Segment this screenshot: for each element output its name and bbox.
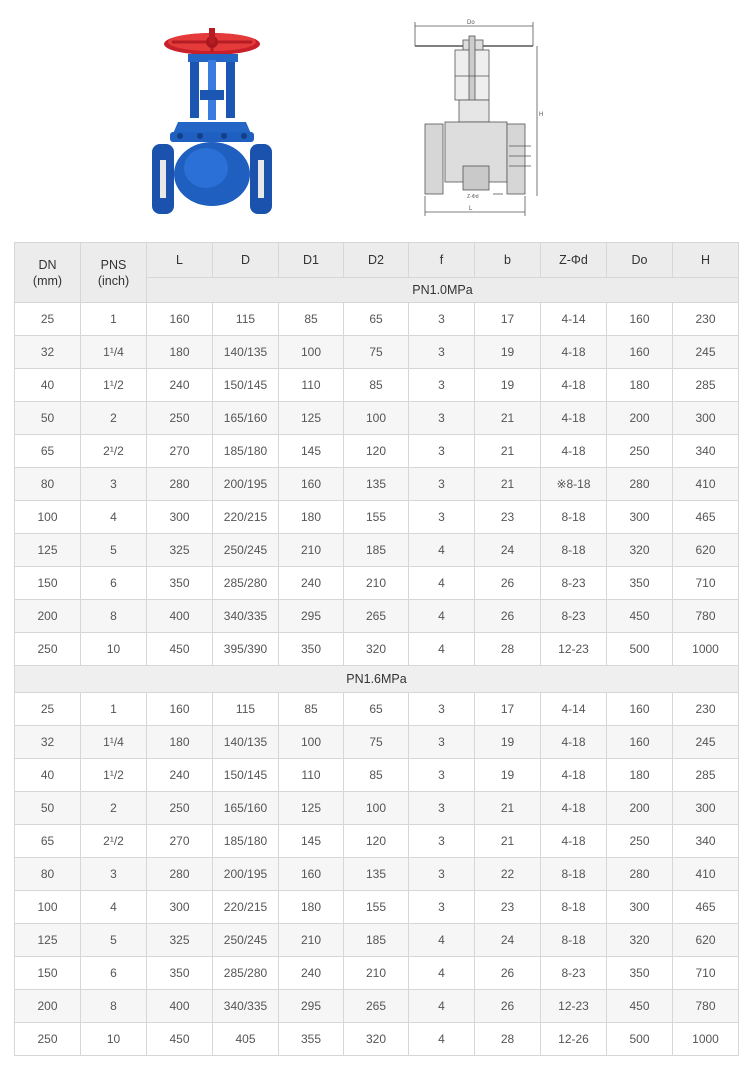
table-cell: ※8-18: [541, 468, 607, 501]
table-cell: 24: [475, 534, 541, 567]
table-cell: 3: [409, 402, 475, 435]
table-cell: 150/145: [213, 759, 279, 792]
table-cell: 280: [147, 858, 213, 891]
table-cell: 155: [344, 891, 409, 924]
table-cell: 100: [279, 336, 344, 369]
table-cell: 465: [673, 501, 739, 534]
table-cell: 80: [15, 858, 81, 891]
table-cell: 350: [607, 567, 673, 600]
table-cell: 4-18: [541, 726, 607, 759]
table-cell: 24: [475, 924, 541, 957]
table-cell: 135: [344, 468, 409, 501]
table-cell: 160: [279, 858, 344, 891]
table-row: [15, 336, 739, 369]
table-cell: 8-23: [541, 957, 607, 990]
table-cell: 17: [475, 303, 541, 336]
table-cell: 80: [15, 468, 81, 501]
table-cell: 270: [147, 825, 213, 858]
table-cell: 450: [607, 990, 673, 1023]
table-cell: 120: [344, 825, 409, 858]
table-cell: 3: [409, 726, 475, 759]
table-cell: 32: [15, 726, 81, 759]
table-cell: 40: [15, 369, 81, 402]
table-cell: 65: [15, 435, 81, 468]
table-cell: 160: [147, 303, 213, 336]
table-cell: 210: [344, 567, 409, 600]
table-cell: 6: [81, 957, 147, 990]
table-cell: 180: [607, 369, 673, 402]
product-illustrations: [0, 0, 750, 240]
table-cell: 85: [279, 693, 344, 726]
table-cell: 3: [409, 825, 475, 858]
header-pns: [81, 243, 147, 303]
table-cell: 245: [673, 336, 739, 369]
header-pns-label: PNS: [100, 257, 127, 272]
table-cell: 230: [673, 693, 739, 726]
table-cell: 2¹/2: [81, 825, 147, 858]
table-body: [15, 303, 739, 1056]
table-row: [15, 468, 739, 501]
table-cell: 19: [475, 726, 541, 759]
table-cell: 19: [475, 759, 541, 792]
table-cell: 160: [607, 336, 673, 369]
table-cell: 5: [81, 534, 147, 567]
table-cell: 620: [673, 534, 739, 567]
table-cell: 325: [147, 924, 213, 957]
table-cell: 2: [81, 402, 147, 435]
section-row: [15, 666, 739, 693]
specification-table: [14, 242, 739, 1056]
drawing-label-zd: Z-Φd: [467, 194, 479, 200]
table-cell: 200: [15, 990, 81, 1023]
table-cell: 1¹/4: [81, 726, 147, 759]
header-d: D: [213, 243, 279, 278]
table-cell: 180: [147, 726, 213, 759]
table-cell: 300: [673, 792, 739, 825]
table-row: [15, 858, 739, 891]
table-cell: 12-23: [541, 633, 607, 666]
table-cell: 28: [475, 1023, 541, 1056]
table-cell: 1¹/4: [81, 336, 147, 369]
table-cell: 8-18: [541, 501, 607, 534]
table-cell: 185: [344, 924, 409, 957]
table-cell: 100: [279, 726, 344, 759]
table-cell: 8: [81, 990, 147, 1023]
table-cell: 22: [475, 858, 541, 891]
table-cell: 8-18: [541, 891, 607, 924]
header-b: b: [475, 243, 541, 278]
table-cell: 1¹/2: [81, 759, 147, 792]
table-row: [15, 891, 739, 924]
table-cell: 180: [279, 891, 344, 924]
table-cell: 245: [673, 726, 739, 759]
table-row: [15, 633, 739, 666]
table-cell: 125: [279, 402, 344, 435]
table-row: [15, 1023, 739, 1056]
table-cell: 8-23: [541, 600, 607, 633]
table-cell: 1000: [673, 633, 739, 666]
table-cell: 1: [81, 303, 147, 336]
table-cell: 780: [673, 990, 739, 1023]
table-row: [15, 567, 739, 600]
table-row: [15, 402, 739, 435]
table-cell: 265: [344, 990, 409, 1023]
table-row: [15, 693, 739, 726]
table-cell: 8-23: [541, 567, 607, 600]
table-cell: 145: [279, 435, 344, 468]
table-cell: 250/245: [213, 924, 279, 957]
table-cell: 165/160: [213, 792, 279, 825]
table-cell: 3: [409, 336, 475, 369]
table-cell: 4-18: [541, 336, 607, 369]
table-cell: 350: [279, 633, 344, 666]
table-cell: 125: [15, 924, 81, 957]
table-cell: 4: [409, 567, 475, 600]
table-cell: 160: [607, 726, 673, 759]
header-zd: Z-Φd: [541, 243, 607, 278]
table-cell: 8: [81, 600, 147, 633]
table-cell: 100: [15, 891, 81, 924]
table-cell: 2¹/2: [81, 435, 147, 468]
table-cell: 400: [147, 600, 213, 633]
table-cell: 4-18: [541, 792, 607, 825]
drawing-label-do: Do: [467, 20, 475, 26]
table-cell: 500: [607, 633, 673, 666]
table-row: [15, 501, 739, 534]
table-cell: 1: [81, 693, 147, 726]
table-cell: 40: [15, 759, 81, 792]
table-row: [15, 435, 739, 468]
table-cell: 3: [409, 369, 475, 402]
table-cell: 320: [344, 1023, 409, 1056]
table-cell: 710: [673, 567, 739, 600]
header-dn-label: DN: [38, 257, 57, 272]
table-cell: 75: [344, 726, 409, 759]
table-cell: 210: [279, 924, 344, 957]
drawing-label-l: L: [469, 206, 473, 212]
table-cell: 210: [344, 957, 409, 990]
table-cell: 8-18: [541, 534, 607, 567]
table-cell: 3: [409, 792, 475, 825]
table-cell: 250: [15, 1023, 81, 1056]
table-cell: 4: [409, 924, 475, 957]
table-cell: 250: [607, 825, 673, 858]
table-cell: 150/145: [213, 369, 279, 402]
table-cell: 12-23: [541, 990, 607, 1023]
table-cell: 350: [607, 957, 673, 990]
table-cell: 4-18: [541, 825, 607, 858]
header-dn: [15, 243, 81, 303]
table-cell: 4: [409, 1023, 475, 1056]
table-cell: 21: [475, 402, 541, 435]
table-cell: 3: [81, 468, 147, 501]
table-cell: 160: [279, 468, 344, 501]
table-cell: 240: [279, 567, 344, 600]
table-cell: 180: [147, 336, 213, 369]
table-cell: 710: [673, 957, 739, 990]
table-cell: 8-18: [541, 858, 607, 891]
table-cell: 8-18: [541, 924, 607, 957]
table-cell: 3: [81, 858, 147, 891]
table-cell: 220/215: [213, 501, 279, 534]
table-cell: 26: [475, 990, 541, 1023]
table-cell: 4-14: [541, 693, 607, 726]
table-cell: 185/180: [213, 435, 279, 468]
table-cell: 165/160: [213, 402, 279, 435]
table-cell: 3: [409, 501, 475, 534]
table-cell: 500: [607, 1023, 673, 1056]
table-cell: 4-18: [541, 759, 607, 792]
table-cell: 50: [15, 402, 81, 435]
table-cell: 5: [81, 924, 147, 957]
table-cell: 340/335: [213, 600, 279, 633]
table-cell: 200: [607, 402, 673, 435]
table-cell: 23: [475, 891, 541, 924]
table-cell: 50: [15, 792, 81, 825]
table-cell: 3: [409, 891, 475, 924]
table-cell: 3: [409, 759, 475, 792]
table-cell: 65: [15, 825, 81, 858]
table-cell: 270: [147, 435, 213, 468]
table-row: [15, 534, 739, 567]
table-cell: 12-26: [541, 1023, 607, 1056]
table-cell: 4-14: [541, 303, 607, 336]
table-cell: 265: [344, 600, 409, 633]
table-cell: 25: [15, 693, 81, 726]
table-cell: 1¹/2: [81, 369, 147, 402]
table-cell: 4-18: [541, 435, 607, 468]
table-cell: 355: [279, 1023, 344, 1056]
table-cell: 3: [409, 435, 475, 468]
table-cell: 180: [607, 759, 673, 792]
table-cell: 780: [673, 600, 739, 633]
table-cell: 85: [279, 303, 344, 336]
table-cell: 285/280: [213, 567, 279, 600]
table-cell: 300: [607, 501, 673, 534]
table-cell: 200/195: [213, 858, 279, 891]
table-cell: 25: [15, 303, 81, 336]
table-cell: 4: [409, 600, 475, 633]
table-cell: 300: [147, 501, 213, 534]
table-cell: 23: [475, 501, 541, 534]
technical-drawing: [405, 16, 555, 221]
table-cell: 100: [344, 402, 409, 435]
table-cell: 6: [81, 567, 147, 600]
table-cell: 405: [213, 1023, 279, 1056]
table-cell: 4: [409, 990, 475, 1023]
table-cell: 4: [409, 957, 475, 990]
table-cell: 150: [15, 957, 81, 990]
table-cell: 300: [147, 891, 213, 924]
header-h: H: [673, 243, 739, 278]
table-cell: 320: [607, 534, 673, 567]
table-cell: 450: [147, 633, 213, 666]
table-cell: 4: [81, 891, 147, 924]
table-cell: 240: [147, 759, 213, 792]
table-cell: 26: [475, 957, 541, 990]
table-cell: 19: [475, 336, 541, 369]
header-pns-unit: (inch): [97, 273, 130, 288]
table-cell: 19: [475, 369, 541, 402]
table-cell: 200: [607, 792, 673, 825]
table-cell: 65: [344, 693, 409, 726]
table-cell: 4: [409, 633, 475, 666]
table-cell: 320: [344, 633, 409, 666]
table-row: [15, 369, 739, 402]
table-cell: 10: [81, 633, 147, 666]
table-cell: 325: [147, 534, 213, 567]
table-cell: 395/390: [213, 633, 279, 666]
table-cell: 230: [673, 303, 739, 336]
table-cell: 200: [15, 600, 81, 633]
table-cell: 140/135: [213, 726, 279, 759]
table-cell: 200/195: [213, 468, 279, 501]
table-cell: 2: [81, 792, 147, 825]
table-cell: 240: [279, 957, 344, 990]
gate-valve-image: [150, 24, 275, 224]
table-cell: 115: [213, 303, 279, 336]
table-cell: 10: [81, 1023, 147, 1056]
table-cell: 3: [409, 693, 475, 726]
table-cell: 185: [344, 534, 409, 567]
table-row: [15, 990, 739, 1023]
table-cell: 410: [673, 468, 739, 501]
table-cell: 140/135: [213, 336, 279, 369]
table-cell: 220/215: [213, 891, 279, 924]
table-cell: 350: [147, 567, 213, 600]
header-dn-unit: (mm): [32, 273, 63, 288]
table-row: [15, 924, 739, 957]
table-cell: 160: [147, 693, 213, 726]
header-d1: D1: [279, 243, 344, 278]
table-cell: 85: [344, 759, 409, 792]
table-cell: 400: [147, 990, 213, 1023]
table-cell: 240: [147, 369, 213, 402]
table-cell: 110: [279, 369, 344, 402]
table-cell: 110: [279, 759, 344, 792]
table-cell: 26: [475, 567, 541, 600]
table-row: [15, 957, 739, 990]
table-cell: 135: [344, 858, 409, 891]
table-cell: 75: [344, 336, 409, 369]
table-cell: 32: [15, 336, 81, 369]
table-cell: 155: [344, 501, 409, 534]
table-cell: 3: [409, 858, 475, 891]
table-cell: 280: [607, 858, 673, 891]
header-d2: D2: [344, 243, 409, 278]
table-cell: 450: [607, 600, 673, 633]
table-cell: 85: [344, 369, 409, 402]
table-cell: 250/245: [213, 534, 279, 567]
table-cell: 125: [279, 792, 344, 825]
table-cell: 3: [409, 303, 475, 336]
table-row: [15, 600, 739, 633]
table-cell: 3: [409, 468, 475, 501]
table-row: [15, 825, 739, 858]
table-cell: 21: [475, 468, 541, 501]
table-cell: 4-18: [541, 402, 607, 435]
table-cell: 26: [475, 600, 541, 633]
table-cell: 115: [213, 693, 279, 726]
table-cell: 28: [475, 633, 541, 666]
header-do: Do: [607, 243, 673, 278]
table-cell: 300: [673, 402, 739, 435]
drawing-label-h: H: [539, 112, 544, 118]
table-cell: 285/280: [213, 957, 279, 990]
header-l: L: [147, 243, 213, 278]
table-row: [15, 792, 739, 825]
table-cell: 250: [607, 435, 673, 468]
table-cell: 210: [279, 534, 344, 567]
table-cell: 250: [147, 792, 213, 825]
table-cell: 280: [147, 468, 213, 501]
table-cell: 250: [147, 402, 213, 435]
table-row: [15, 726, 739, 759]
table-cell: 4: [81, 501, 147, 534]
table-cell: 160: [607, 693, 673, 726]
table-cell: 17: [475, 693, 541, 726]
table-cell: 125: [15, 534, 81, 567]
table-cell: 620: [673, 924, 739, 957]
table-cell: 185/180: [213, 825, 279, 858]
table-cell: 285: [673, 759, 739, 792]
table-row: [15, 303, 739, 336]
table-cell: 180: [279, 501, 344, 534]
table-cell: 21: [475, 825, 541, 858]
table-cell: 65: [344, 303, 409, 336]
table-cell: 350: [147, 957, 213, 990]
table-cell: 4-18: [541, 369, 607, 402]
table-cell: 340: [673, 435, 739, 468]
table-cell: 160: [607, 303, 673, 336]
table-cell: 150: [15, 567, 81, 600]
table-cell: 410: [673, 858, 739, 891]
table-cell: 100: [15, 501, 81, 534]
table-cell: 320: [607, 924, 673, 957]
table-cell: 465: [673, 891, 739, 924]
table-cell: 250: [15, 633, 81, 666]
table-cell: 295: [279, 990, 344, 1023]
table-cell: 100: [344, 792, 409, 825]
table-cell: 145: [279, 825, 344, 858]
table-row: [15, 759, 739, 792]
table-cell: 21: [475, 435, 541, 468]
table-cell: 295: [279, 600, 344, 633]
table-cell: 21: [475, 792, 541, 825]
table-cell: 1000: [673, 1023, 739, 1056]
table-cell: 450: [147, 1023, 213, 1056]
section-label-pn10: PN1.0MPa: [147, 278, 739, 303]
table-cell: 285: [673, 369, 739, 402]
table-cell: 340: [673, 825, 739, 858]
header-f: f: [409, 243, 475, 278]
table-cell: 120: [344, 435, 409, 468]
section-label: PN1.6MPa: [15, 666, 739, 693]
table-cell: 300: [607, 891, 673, 924]
table-cell: 280: [607, 468, 673, 501]
table-cell: 4: [409, 534, 475, 567]
table-cell: 340/335: [213, 990, 279, 1023]
